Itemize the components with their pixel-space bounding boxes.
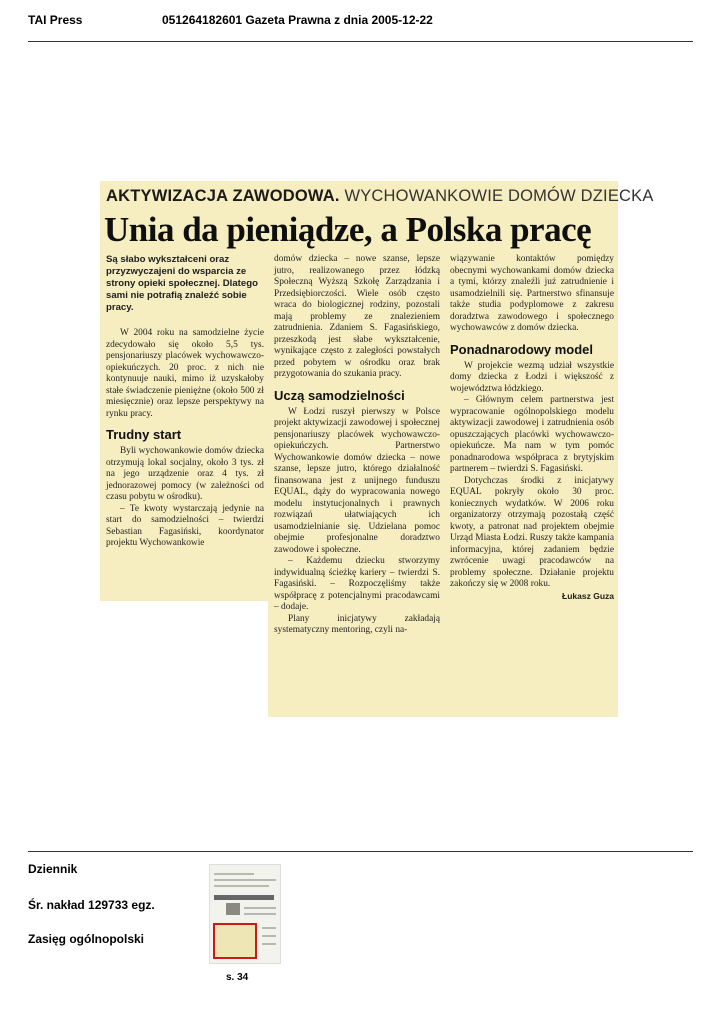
thumbnail-line xyxy=(262,943,276,945)
subheading-ponadnarodowy-model: Ponadnarodowy model xyxy=(450,341,594,357)
article-paragraph xyxy=(450,475,615,601)
article-paragraph: – Głównym celem partnerstwa jest wypracowanie ogólnopolskiego modelu aktywizacji zawodowej i zatrudnienia osób opuszczających placówki wychowawczo-opiekuńcze. Ma nam w tym pomóc ponadnarodowa współpraca z brytyjskim partnerem – twierdzi S. Fagasiński. xyxy=(450,395,614,474)
article-column-1 xyxy=(106,254,264,550)
article-paragraph: domów dziecka – nowe szanse, lepsze jutro, realizowanego przez łódzką Społeczną Wyższą Szkołę Zarządzania i Przedsiębiorczości. Wiele osób często wraca do biologicznej rodziny, pozostali mają problemy ze znalezieniem zatrudnienia. Zdaniem S. Fagasińskiego, przeszkodą jest słabe wykształcenie, wynikające często z zaległości powstałych przed pobytem w ośrodku oraz brak przygotowania do szukania pracy. xyxy=(274,254,440,379)
document-reference: 051264182601 Gazeta Prawna z dnia 2005-12-22 xyxy=(162,13,433,27)
page-thumbnail xyxy=(209,864,281,964)
article-paragraph: W projekcie wezmą udział wszystkie domy dziecka z Łodzi i większość z województwa łódzkiego. xyxy=(450,360,614,394)
thumbnail-headline xyxy=(214,895,274,900)
source-label: TAI Press xyxy=(28,13,83,27)
kicker-section: AKTYWIZACJA ZAWODOWA. xyxy=(106,187,340,205)
thumbnail-line xyxy=(262,927,276,929)
article-paragraph: – Te kwoty wystarczają jedynie na start do samodzielności – twierdzi Sebastian Fagasiński, koordynator projektu Wychowankowie xyxy=(106,503,264,548)
thumbnail-line xyxy=(244,907,276,909)
subheading-ucza-samodzielnosci: Uczą samodzielności xyxy=(274,387,405,403)
thumbnail-line xyxy=(214,885,269,887)
article-headline: Unia da pieniądze, a Polska pracę xyxy=(104,210,592,249)
bottom-divider xyxy=(28,851,693,852)
article-paragraph: – Każdemu dziecku stworzymy indywidualną ścieżkę kariery – twierdzi S. Fagasiński. – Rozpoczęliśmy także współpracę z potencjalnymi pracodawcami – dodaje. xyxy=(274,556,440,612)
article-lead: Są słabo wykształceni oraz przyzwyczajeni do wsparcia ze strony opieki społecznej. Dlatego sami nie potrafią znaleźć sobie pracy. xyxy=(106,254,258,313)
closing-text: Dotychczas środki z inicjatywy EQUAL pokryły około 30 proc. koniecznych wydatków. W 2006 roku organizatorzy otrzymają pozostałą część kwoty, a patronat nad projektem obejmie Urząd Miasta Łodzi. Ruszy także kampania informacyjna, której zadaniem będzie zwrócenie uwagi pracodawców na problemy społeczne. Działanie projektu zakończy się w 2008 roku. xyxy=(450,475,615,589)
article-paragraph: Byli wychowankowie domów dziecka otrzymują lokal socjalny, około 3 tys. zł na jego urządzenie oraz 4 tys. zł jednorazowej pomocy (w zależności od czasu pobytu w ośrodku). xyxy=(106,446,264,502)
article-paragraph: Plany inicjatywy zakładają systematyczny mentoring, czyli na- xyxy=(274,613,440,635)
distribution-range: Zasięg ogólnopolski xyxy=(28,932,145,946)
page-number: s. 34 xyxy=(226,972,249,983)
article-column-3 xyxy=(450,254,614,602)
article-paragraph: wiązywanie kontaktów pomiędzy obecnymi wychowankami domów dziecka a tymi, którzy znaleźli już zatrudnienie i usamodzielnili się. Partnerstwo sfinansuje także studia podyplomowe z zakresu doradztwa zawodowego i społecznego wychowawców z domów dziecka. xyxy=(450,254,614,333)
thumbnail-line xyxy=(262,935,276,937)
article-kicker xyxy=(106,187,654,206)
thumbnail-line xyxy=(214,879,276,881)
article-clipping xyxy=(100,181,654,717)
author-byline: Łukasz Guza xyxy=(562,590,614,601)
article-column-2 xyxy=(274,254,440,637)
circulation: Śr. nakład 129733 egz. xyxy=(28,898,155,912)
kicker-topic: WYCHOWANKOWIE DOMÓW DZIECKA xyxy=(344,187,654,205)
thumbnail-photo xyxy=(226,903,240,915)
thumbnail-clip-highlight xyxy=(213,923,257,959)
thumbnail-line xyxy=(214,873,254,875)
article-paragraph: W 2004 roku na samodzielne życie zdecydowało się około 5,5 tys. pensjonariuszy placówek wychowawczo-opiekuńczych. 20 proc. z nich nie kontynuuje nauki, mimo iż uzyskałoby stałe świadczenie pieniężne (około 500 zł miesięcznie) oraz lepsze perspektywy na rynku pracy. xyxy=(106,328,264,419)
thumbnail-line xyxy=(244,913,276,915)
top-divider xyxy=(28,41,693,42)
subheading-trudny-start: Trudny start xyxy=(106,427,182,442)
article-paragraph: W Łodzi ruszył pierwszy w Polsce projekt aktywizacji zawodowej i społecznej pensjonariuszy placówek wychowawczo-opiekuńczych. Partnerstwo Wychowankowie domów dziecka – nowe szanse, lepsze jutro, którego działalność finansowana jest z unijnego funduszu EQUAL, dąży do wypracowania nowego modelu instytucjonalnych i prawnych rozwiązań ułatwiających ich usamodzielnianie się. Udzielana pomoc obejmie profesjonalne doradztwo zawodowe i społeczne. xyxy=(274,406,440,555)
publication-type: Dziennik xyxy=(28,862,78,876)
